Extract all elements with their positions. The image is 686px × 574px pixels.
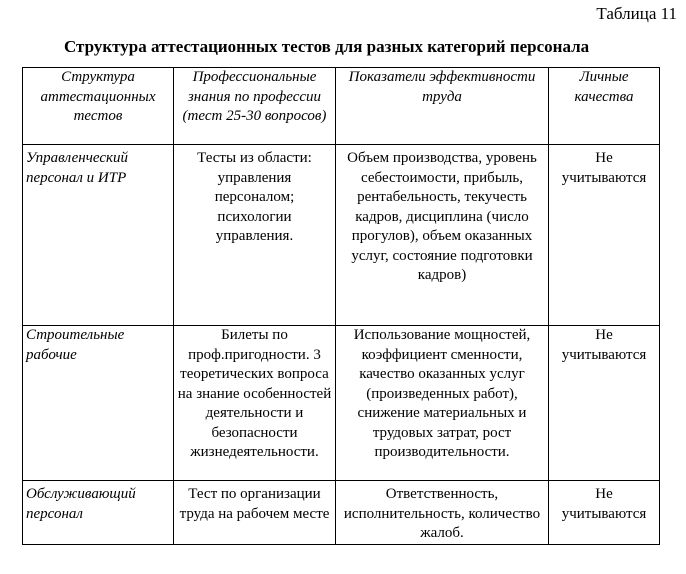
header-personal: Личные качества	[549, 68, 660, 145]
row-efficiency: Ответственность, исполнительность, количество жалоб.	[336, 481, 549, 545]
row-category: Управленческий персонал и ИТР	[23, 145, 174, 326]
row-personal: Не учитываются	[549, 145, 660, 326]
table-row	[23, 145, 660, 326]
attestation-table	[22, 67, 660, 545]
header-knowledge: Профессиональные знания по профессии (тест 25-30 вопросов)	[174, 68, 336, 145]
table-header-row	[23, 68, 660, 145]
table-row	[23, 326, 660, 481]
table-number: Таблица 11	[596, 4, 677, 23]
row-personal: Не учитываются	[549, 326, 660, 481]
row-category: Строительные рабочие	[23, 326, 174, 481]
row-efficiency: Использование мощностей, коэффициент сменности, качество оказанных услуг (произведенных работ), снижение материальных и трудовых затрат, рост производительности.	[336, 326, 549, 481]
row-knowledge: Тесты из области: управления персоналом; психологии управления.	[174, 145, 336, 326]
row-knowledge: Билеты по проф.пригодности. 3 теоретических вопроса на знание особенностей деятельности и безопасности жизнедеятельности.	[174, 326, 336, 481]
row-knowledge: Тест по организации труда на рабочем месте	[174, 481, 336, 545]
header-structure: Структура аттестационных тестов	[23, 68, 174, 145]
table-row	[23, 481, 660, 545]
row-category: Обслуживающий персонал	[23, 481, 174, 545]
table-title: Структура аттестационных тестов для разных категорий персонала	[64, 37, 590, 56]
row-efficiency: Объем производства, уровень себестоимости, прибыль, рентабельность, текучесть кадров, дисциплина (число прогулов), объем оказанных услуг, состояние подготовки кадров)	[336, 145, 549, 326]
row-personal: Не учитываются	[549, 481, 660, 545]
header-efficiency: Показатели эффективности труда	[336, 68, 549, 145]
